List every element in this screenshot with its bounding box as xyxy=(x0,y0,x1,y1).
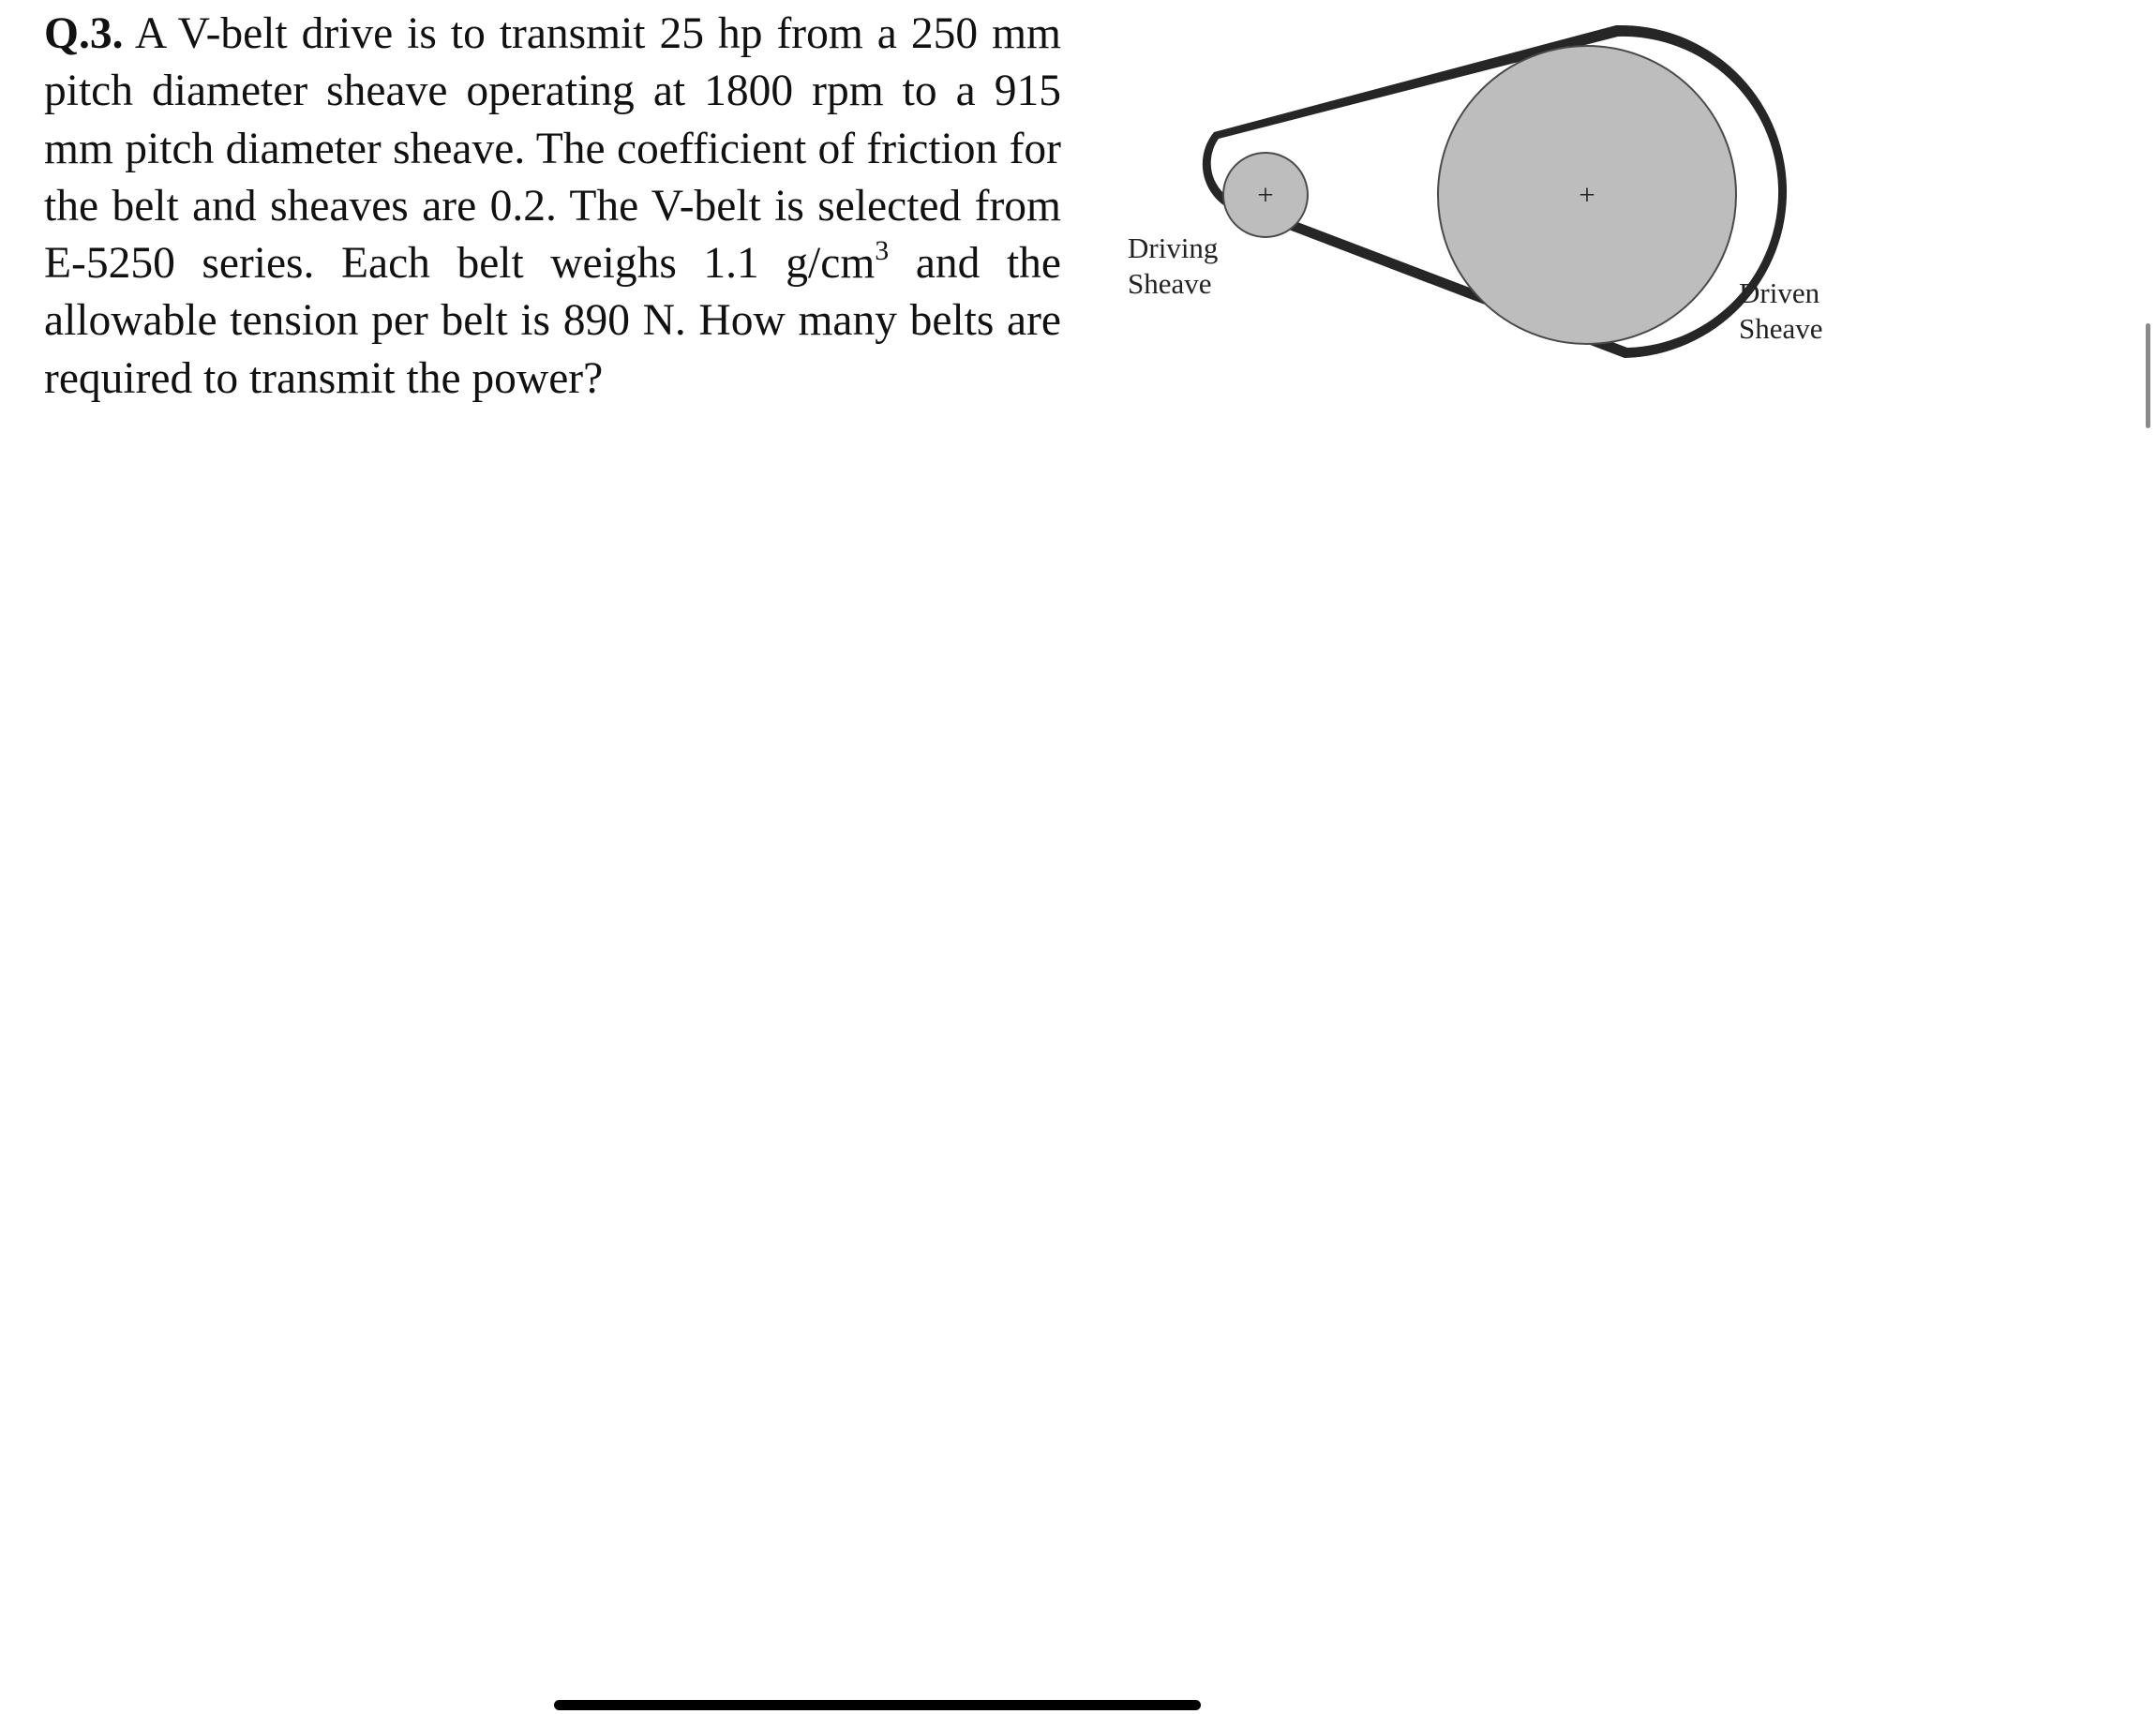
question-text xyxy=(44,6,1061,408)
scrollbar-thumb[interactable] xyxy=(2146,323,2150,428)
driven-sheave-label-line2: Sheave xyxy=(1739,312,1823,345)
question-body-end: and the allowable tension per belt is 890 N. How many belts are required to transmit the power? xyxy=(44,239,1061,403)
question-label: Q.3. xyxy=(44,9,124,58)
driven-sheave-label-line1: Driven xyxy=(1739,276,1820,309)
cubic-superscript: 3 xyxy=(875,235,890,267)
home-indicator[interactable] xyxy=(554,1700,1201,1710)
question-body: A V-belt drive is to transmit 25 hp from a 250 mm pitch diameter sheave operating at 1800 rpm to a 915 mm pitch diameter sheave. The coefficient of friction for the belt and sheaves are 0.2. The V-belt is selected from E-5250 series. Each belt weighs 1.1 g/cm xyxy=(44,9,1061,289)
driven-sheave-center-mark: + xyxy=(1579,178,1595,211)
driving-sheave-center-mark: + xyxy=(1257,178,1274,211)
driving-sheave-label-line2: Sheave xyxy=(1128,267,1212,300)
driving-sheave-label-line1: Driving xyxy=(1128,231,1219,264)
v-belt-drive-diagram xyxy=(1120,14,1861,384)
